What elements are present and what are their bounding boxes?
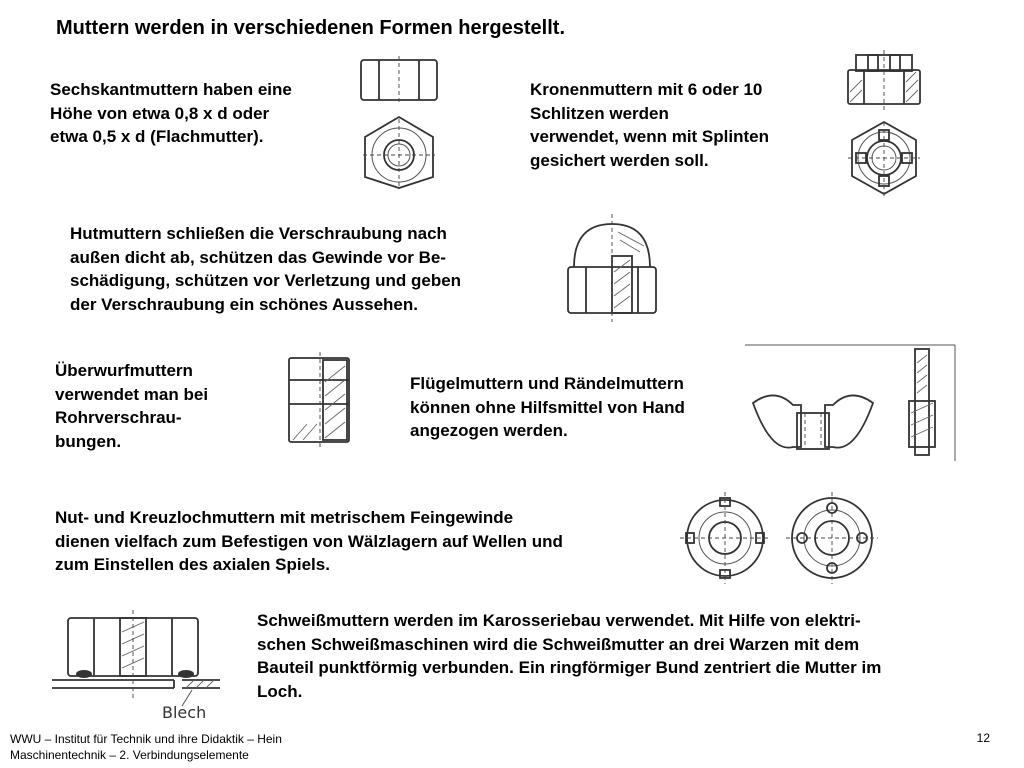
text-ueberwurfmuttern: Überwurfmuttern verwendet man bei Rohrverschrau- bungen. xyxy=(55,361,209,451)
text-kronenmuttern: Kronenmuttern mit 6 oder 10 Schlitzen werden verwendet, wenn mit Splinten gesichert werden soll. xyxy=(530,80,769,170)
page-title: Muttern werden in verschiedenen Formen hergestellt. xyxy=(56,17,566,39)
figure-ueberwurfmutter xyxy=(283,352,358,447)
figure-nutmutter xyxy=(680,488,880,588)
footer-text: WWU – Institut für Technik und ihre Didaktik – Hein Maschinentechnik – 2. Verbindungselemente xyxy=(10,732,282,762)
figure-fluegelmutter xyxy=(745,343,957,461)
figure-sechskantmutter xyxy=(355,55,445,190)
text-hutmuttern: Hutmuttern schließen die Verschraubung nach außen dicht ab, schützen das Gewinde vor Be- schädigung, schützen vor Verletzung und geben der Verschraubung ein schönes Aussehen. xyxy=(70,224,462,314)
page-number: 12 xyxy=(976,731,990,745)
blech-label: Blech xyxy=(162,703,207,722)
text-nutmuttern: Nut- und Kreuzlochmuttern mit metrischem Feingewinde dienen vielfach zum Befestigen von Wälzlagern auf Wellen und zum Einstellen des axialen Spiels. xyxy=(55,508,563,574)
text-fluegelmuttern: Flügelmuttern und Rändelmuttern können ohne Hilfsmittel von Hand angezogen werden. xyxy=(410,374,685,440)
figure-schweissmutter xyxy=(50,610,225,725)
text-sechskantmuttern: Sechskantmuttern haben eine Höhe von etwa 0,8 x d oder etwa 0,5 x d (Flachmutter). xyxy=(50,80,292,146)
figure-kronenmutter xyxy=(842,50,924,198)
figure-hutmutter xyxy=(560,212,665,324)
text-schweissmuttern: Schweißmuttern werden im Karosseriebau verwendet. Mit Hilfe von elektri- schen Schweißmaschinen wird die Schweißmutter an drei Warzen mit dem Bauteil punktförmig verbunden. Ein ringförmiger Bund zentriert die Mutter im Loch. xyxy=(257,611,882,701)
